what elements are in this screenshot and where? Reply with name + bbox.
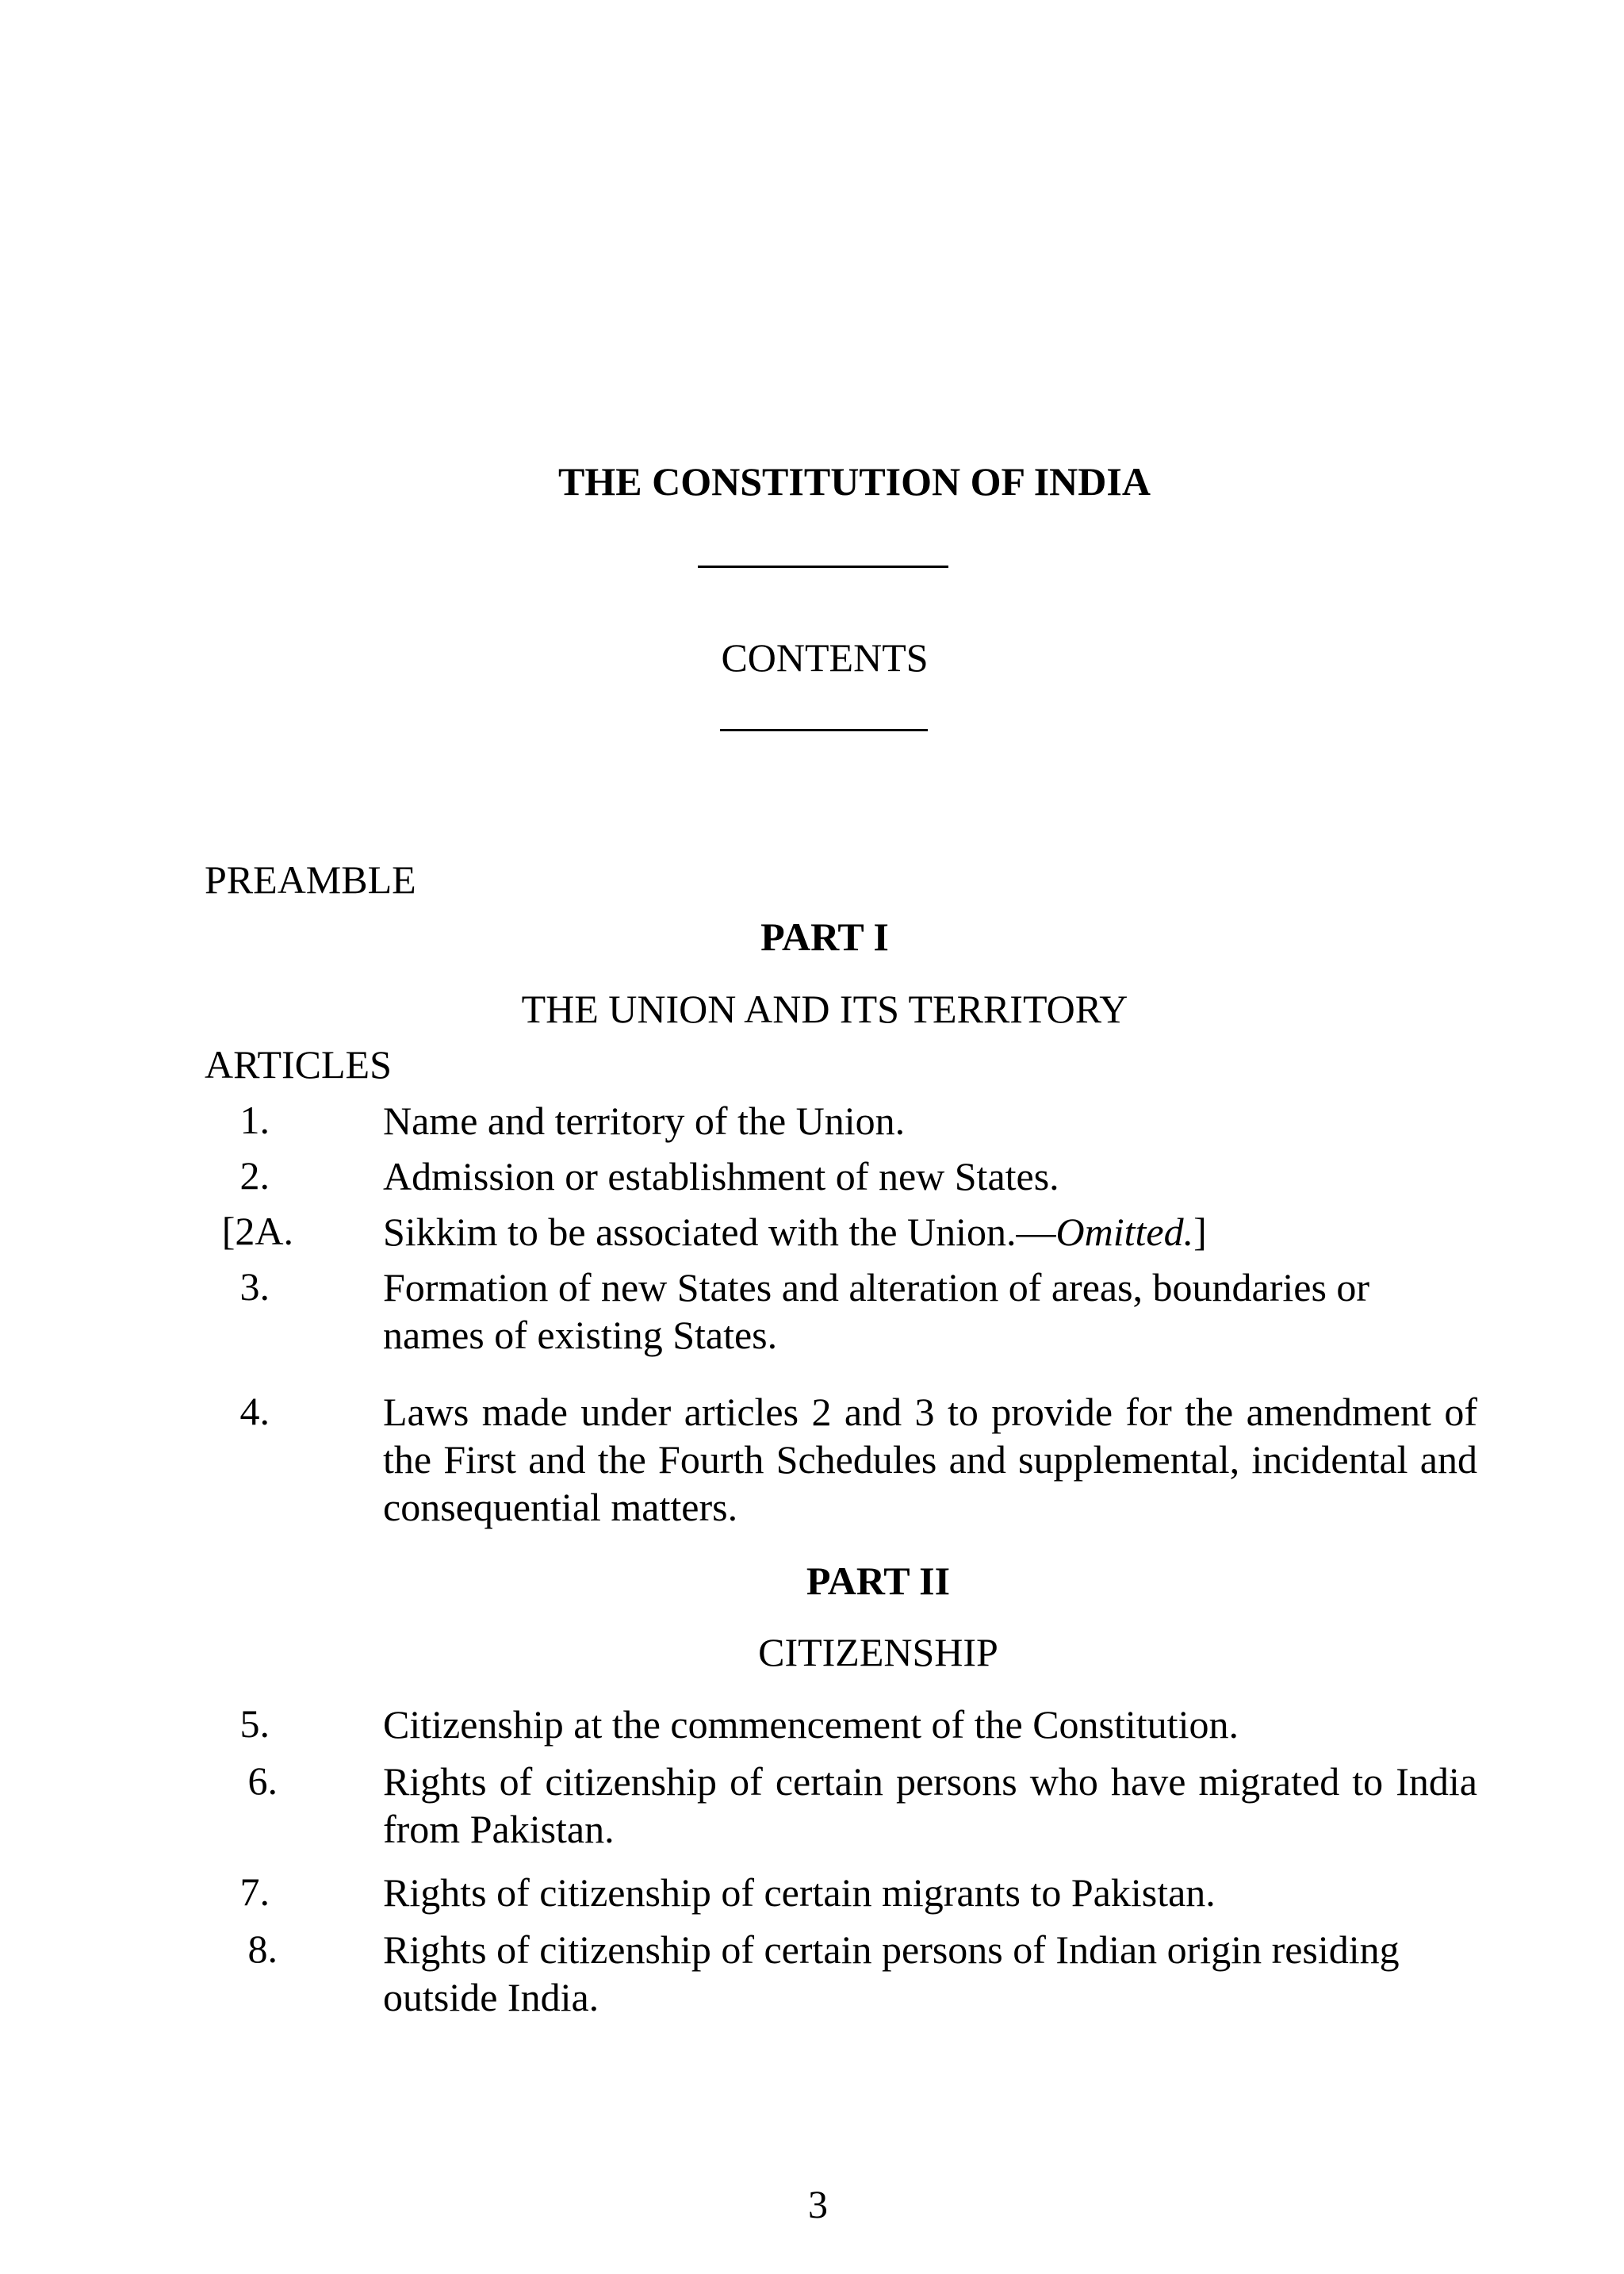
article-title: Name and territory of the Union. — [383, 1099, 906, 1143]
article-title: Formation of new States and alteration of areas, boundaries or names of existing States. — [383, 1265, 1370, 1357]
article-number: 3. — [239, 1264, 270, 1309]
article-number: 4. — [239, 1389, 270, 1433]
page-number: 3 — [808, 2182, 828, 2226]
article-title: Rights of citizenship of certain persons of Indian origin residing outside India. — [383, 1927, 1400, 2019]
article-number: [2A. — [221, 1209, 293, 1253]
contents-heading: CONTENTS — [721, 635, 929, 680]
title-divider — [698, 566, 948, 568]
article-number: 2. — [239, 1153, 270, 1198]
article-title-text: Sikkim to be associated with the Union.— — [383, 1210, 1056, 1254]
contents-divider — [720, 729, 928, 731]
document-title: THE CONSTITUTION OF INDIA — [558, 459, 1151, 504]
omitted-note: Omitted. — [1055, 1210, 1194, 1254]
article-number: 5. — [239, 1701, 270, 1746]
part-1-heading: PART I — [760, 915, 889, 959]
part-2-subheading: CITIZENSHIP — [758, 1630, 998, 1674]
article-title: Rights of citizenship of certain migrants to Pakistan. — [383, 1870, 1216, 1915]
article-title — [383, 1208, 1477, 1256]
part-2-heading: PART II — [806, 1559, 951, 1603]
article-number: 1. — [239, 1098, 270, 1142]
article-number: 7. — [239, 1869, 270, 1914]
article-title: Laws made under articles 2 and 3 to provide for the amendment of the First and the Fourth Schedules and supplemental, incidental and consequential matters. — [383, 1390, 1477, 1529]
article-title: Citizenship at the commencement of the Constitution. — [383, 1702, 1239, 1747]
article-title: Admission or establishment of new States. — [383, 1154, 1059, 1198]
article-number: 6. — [247, 1758, 278, 1803]
closing-bracket: ] — [1193, 1210, 1207, 1254]
article-number: 8. — [247, 1927, 278, 1971]
part-1-subheading: THE UNION AND ITS TERRITORY — [521, 987, 1128, 1031]
article-title: Rights of citizenship of certain persons who have migrated to India from Pakistan. — [383, 1759, 1477, 1851]
articles-label: ARTICLES — [205, 1042, 392, 1087]
preamble-label: PREAMBLE — [205, 857, 416, 902]
